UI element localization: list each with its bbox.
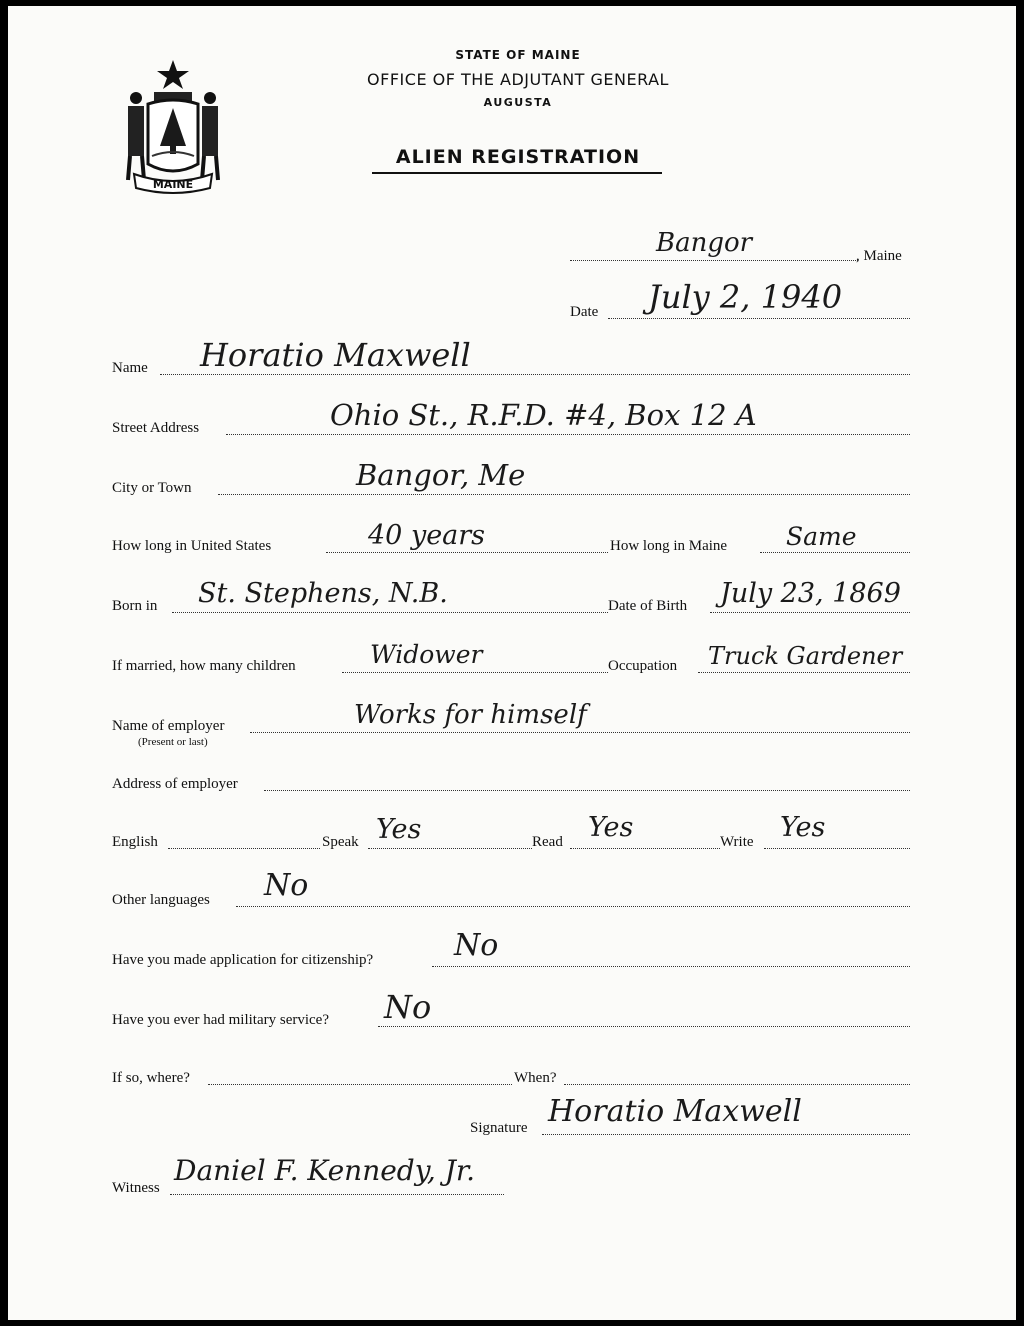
children-label: If married, how many children xyxy=(112,658,296,674)
paper-sheet xyxy=(8,6,1016,1320)
street-line xyxy=(226,434,910,435)
street-value: Ohio St., R.F.D. #4, Box 12 A xyxy=(330,398,757,432)
state-seal-icon xyxy=(114,56,232,196)
how-long-maine-value: Same xyxy=(786,522,857,551)
citizenship-label: Have you made application for citizenship? xyxy=(112,952,374,968)
employer-address-label: Address of employer xyxy=(112,776,238,792)
how-long-maine-line xyxy=(760,552,910,553)
employer-sublabel: (Present or last) xyxy=(138,736,208,748)
witness-value: Daniel F. Kennedy, Jr. xyxy=(174,1154,476,1187)
town-line xyxy=(570,260,858,261)
where-line xyxy=(208,1084,512,1085)
when-line xyxy=(564,1084,910,1085)
citizenship-line xyxy=(432,966,910,967)
city-heading: AUGUSTA xyxy=(483,96,553,109)
where-label: If so, where? xyxy=(112,1070,190,1086)
read-line xyxy=(570,848,720,849)
date-value: July 2, 1940 xyxy=(648,278,843,316)
witness-label: Witness xyxy=(112,1180,160,1196)
employer-label: Name of employer xyxy=(112,718,225,734)
born-in-label: Born in xyxy=(112,598,158,614)
children-value: Widower xyxy=(370,640,483,669)
state-heading: STATE OF MAINE xyxy=(455,48,581,62)
name-label: Name xyxy=(112,360,148,376)
occupation-value: Truck Gardener xyxy=(708,642,903,670)
city-label: City or Town xyxy=(112,480,192,496)
speak-line xyxy=(368,848,532,849)
other-languages-label: Other languages xyxy=(112,892,210,908)
form-title: ALIEN REGISTRATION xyxy=(395,146,641,168)
military-value: No xyxy=(384,988,432,1026)
witness-line xyxy=(170,1194,504,1195)
office-heading: OFFICE OF THE ADJUTANT GENERAL xyxy=(367,70,669,89)
dob-line xyxy=(710,612,910,613)
city-line xyxy=(218,494,910,495)
signature-label: Signature xyxy=(470,1120,528,1136)
city-value: Bangor, Me xyxy=(356,458,526,492)
dob-label: Date of Birth xyxy=(608,598,688,614)
occupation-label: Occupation xyxy=(608,658,678,674)
employer-value: Works for himself xyxy=(354,700,587,730)
born-in-line xyxy=(172,612,608,613)
military-label: Have you ever had military service? xyxy=(112,1012,329,1028)
employer-address-line xyxy=(264,790,910,791)
citizenship-value: No xyxy=(454,928,499,963)
military-line xyxy=(378,1026,910,1027)
write-label: Write xyxy=(720,834,754,850)
children-line xyxy=(342,672,608,673)
occupation-line xyxy=(698,672,910,673)
street-label: Street Address xyxy=(112,420,200,436)
other-languages-line xyxy=(236,906,910,907)
english-line xyxy=(168,848,320,849)
signature-line xyxy=(542,1134,910,1135)
read-value: Yes xyxy=(588,812,634,843)
name-value: Horatio Maxwell xyxy=(200,336,471,374)
speak-value: Yes xyxy=(376,814,422,845)
seal-banner-text: MAINE xyxy=(152,178,194,191)
signature-value: Horatio Maxwell xyxy=(548,1094,802,1129)
date-line xyxy=(608,318,910,319)
name-line xyxy=(160,374,910,375)
english-label: English xyxy=(112,834,158,850)
how-long-maine-label: How long in Maine xyxy=(610,538,728,554)
read-label: Read xyxy=(532,834,563,850)
write-value: Yes xyxy=(780,812,826,843)
write-line xyxy=(764,848,910,849)
how-long-us-label: How long in United States xyxy=(112,538,272,554)
maine-label: , Maine xyxy=(856,248,902,264)
how-long-us-value: 40 years xyxy=(368,520,486,551)
how-long-us-line xyxy=(326,552,608,553)
other-languages-value: No xyxy=(264,868,309,903)
date-label: Date xyxy=(570,304,599,320)
dob-value: July 23, 1869 xyxy=(720,578,901,609)
when-label: When? xyxy=(514,1070,557,1086)
born-in-value: St. Stephens, N.B. xyxy=(198,578,448,609)
town-value: Bangor xyxy=(656,228,753,258)
employer-line xyxy=(250,732,910,733)
speak-label: Speak xyxy=(322,834,359,850)
title-underline xyxy=(372,172,662,174)
